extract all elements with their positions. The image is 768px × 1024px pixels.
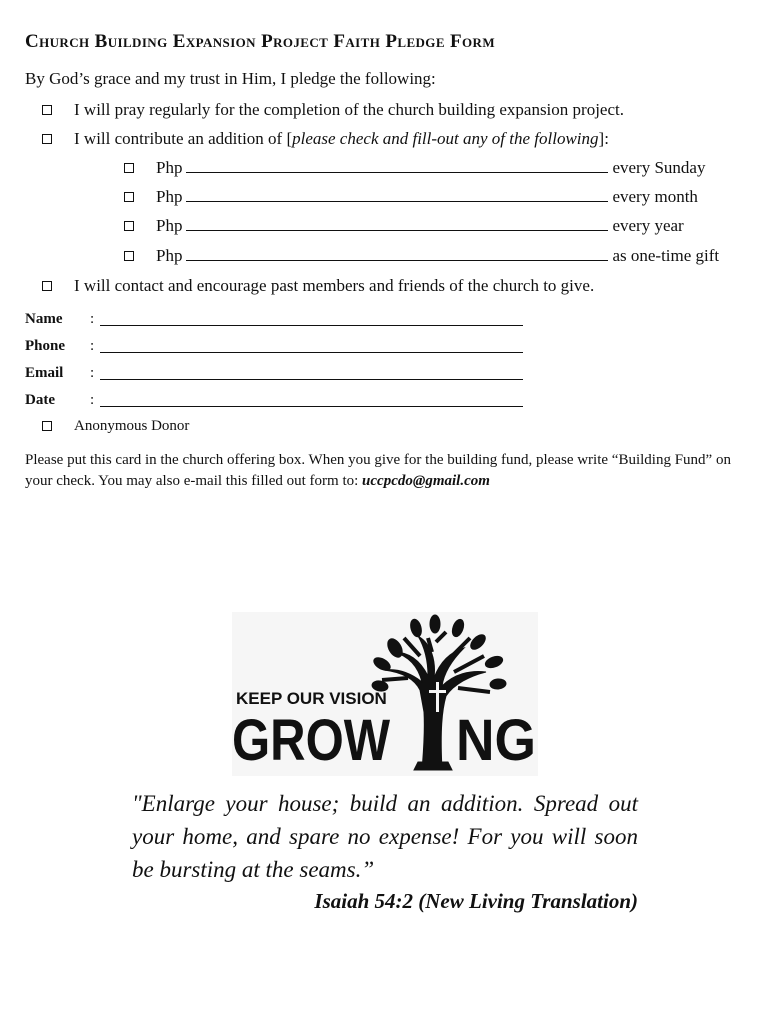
scripture-quote: "Enlarge your house; build an addition. Spread out your home, and spare no expense! For you will soon be bursting at the seams.” [132, 791, 638, 882]
date-field[interactable] [100, 406, 523, 407]
name-colon: : [90, 311, 95, 327]
phone-field[interactable] [100, 352, 523, 353]
contribute-note: please check and fill-out any of the following [292, 129, 599, 148]
pledge-contribute-text: I will contribute an addition of [ [74, 129, 293, 148]
pledge-pray: I will pray regularly for the completion of the church building expansion project. [74, 100, 624, 119]
phone-label: Phone [25, 338, 66, 354]
pledge-contact: I will contact and encourage past members and friends of the church to give. [74, 276, 595, 295]
pledge-contribute [74, 129, 609, 149]
date-label: Date [25, 392, 55, 408]
amount-option-year: every year [612, 216, 684, 235]
name-label: Name [25, 311, 63, 327]
amount-prefix: Php [156, 246, 183, 265]
amount-row-month [156, 187, 698, 207]
logo-line2-part1: GROW [232, 708, 391, 773]
amount-year-field[interactable] [186, 216, 608, 231]
form-title: Church Building Expansion Project Faith Pledge Form [25, 31, 496, 52]
amount-year-checkbox[interactable] [124, 221, 134, 231]
submission-note [25, 450, 745, 492]
amount-month-checkbox[interactable] [124, 192, 134, 202]
tree-cross-icon [232, 612, 538, 776]
email-field[interactable] [100, 379, 523, 380]
contact-checkbox[interactable] [42, 281, 52, 291]
pray-checkbox[interactable] [42, 105, 52, 115]
amount-row-onetime [156, 246, 719, 266]
amount-option-month: every month [612, 187, 698, 206]
date-colon: : [90, 392, 95, 408]
scripture-reference: Isaiah 54:2 (New Living Translation) [314, 889, 638, 913]
name-field[interactable] [100, 325, 523, 326]
amount-prefix: Php [156, 187, 183, 206]
amount-prefix: Php [156, 158, 183, 177]
pledge-intro: By God’s grace and my trust in Him, I pledge the following: [25, 69, 436, 88]
amount-prefix: Php [156, 216, 183, 235]
amount-sunday-checkbox[interactable] [124, 163, 134, 173]
anonymous-label: Anonymous Donor [74, 418, 190, 434]
phone-colon: : [90, 338, 95, 354]
amount-month-field[interactable] [186, 187, 608, 202]
note-text: Please put this card in the church offering box. When you give for the building fund, please write “Building Fund” on your check. You may also e-mail this filled out form to: [25, 452, 731, 489]
amount-onetime-field[interactable] [186, 246, 608, 261]
logo-line2-part2: NG [456, 708, 536, 773]
contribute-checkbox[interactable] [42, 134, 52, 144]
amount-row-sunday [156, 158, 705, 178]
amount-row-year [156, 216, 684, 236]
logo-line1: KEEP OUR VISION [236, 689, 387, 708]
contact-email[interactable]: uccpcdo@gmail.com [362, 473, 490, 489]
keep-our-vision-growing-logo [232, 612, 538, 776]
amount-sunday-field[interactable] [186, 158, 608, 173]
email-label: Email [25, 365, 64, 381]
amount-option-onetime: as one-time gift [612, 246, 720, 265]
amount-onetime-checkbox[interactable] [124, 251, 134, 261]
anonymous-checkbox[interactable] [42, 421, 52, 431]
contribute-close: ]: [598, 129, 609, 148]
email-colon: : [90, 365, 95, 381]
amount-option-sunday: every Sunday [612, 158, 706, 177]
